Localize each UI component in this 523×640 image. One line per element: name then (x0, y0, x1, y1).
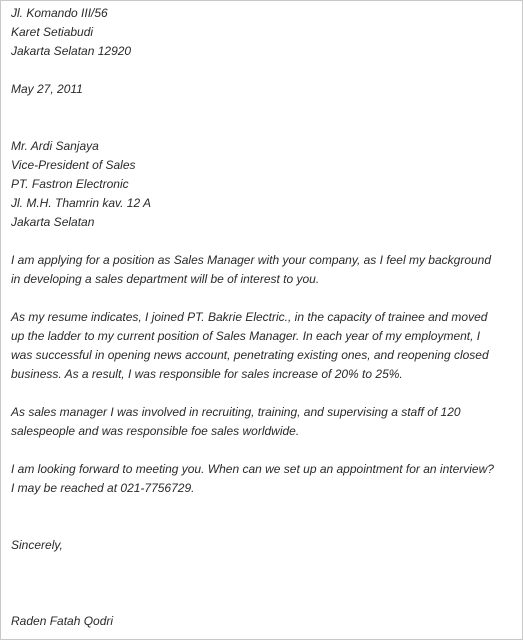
closing-text: Sincerely, (11, 538, 63, 552)
body-line: business. As a result, I was responsible for sales increase of 20% to 25%. (11, 367, 403, 381)
recipient-street: Jl. M.H. Thamrin kav. 12 A (11, 196, 152, 210)
sender-address-line: Karet Setiabudi (11, 25, 94, 39)
signature-name: Raden Fatah Qodri (11, 614, 114, 628)
recipient-address (11, 137, 516, 232)
sender-address-line: Jakarta Selatan 12920 (11, 44, 132, 58)
date-text: May 27, 2011 (11, 82, 83, 96)
body-line: in developing a sales department will be of interest to you. (11, 272, 320, 286)
recipient-name: Mr. Ardi Sanjaya (11, 139, 99, 153)
recipient-city: Jakarta Selatan (11, 215, 95, 229)
recipient-company: PT. Fastron Electronic (11, 177, 129, 191)
body-paragraph-4 (11, 460, 516, 498)
body-line: I am looking forward to meeting you. When can we set up an appointment for an interview? (11, 462, 494, 476)
body-line: I may be reached at 021-7756729. (11, 481, 195, 495)
sender-address (11, 4, 516, 61)
body-line: up the ladder to my current position of Sales Manager. In each year of my employment, I (11, 329, 481, 343)
recipient-title: Vice-President of Sales (11, 158, 136, 172)
body-line: I am applying for a position as Sales Manager with your company, as I feel my background (11, 253, 492, 267)
body-line: As sales manager I was involved in recruiting, training, and supervising a staff of 120 (11, 405, 461, 419)
body-paragraph-3 (11, 403, 516, 441)
cover-letter (11, 4, 516, 631)
closing (11, 536, 516, 555)
body-line: was successful in opening news account, penetrating existing ones, and reopening closed (11, 348, 489, 362)
signature-block (11, 612, 516, 631)
body-line: salespeople and was responsible foe sales worldwide. (11, 424, 300, 438)
sender-address-line: Jl. Komando III/56 (11, 6, 108, 20)
letter-date (11, 80, 516, 99)
body-paragraph-2 (11, 308, 516, 384)
body-paragraph-1 (11, 251, 516, 289)
body-line: As my resume indicates, I joined PT. Bakrie Electric., in the capacity of trainee and moved (11, 310, 488, 324)
